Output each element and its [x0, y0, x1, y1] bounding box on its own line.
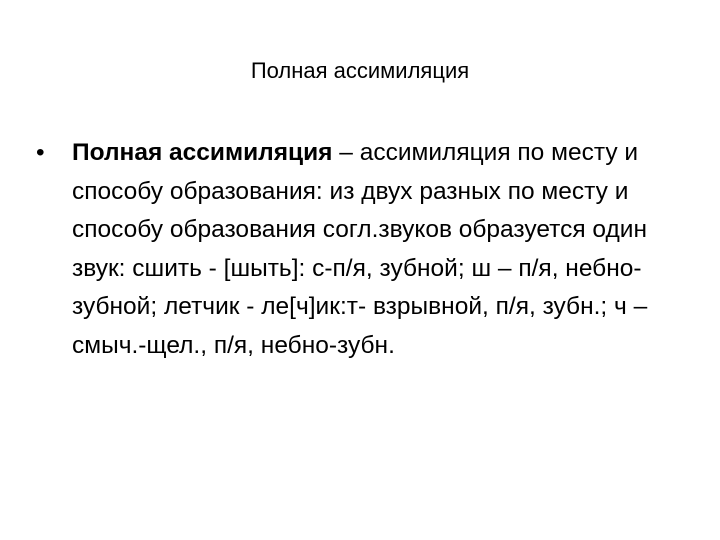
bullet-list — [36, 134, 676, 366]
bullet-marker-icon: • — [36, 139, 45, 166]
bullet-text: – ассимиляция по месту и способу образования: из двух разных по месту и способу образования согл.звуков образуется один звук: сшить - [шыть]: с-п/я, зубной; ш – п/я, небно-зубной; летчик - ле[ч]ик:т- взрывной, п/я, зубн.; ч – смыч.-щел., п/я, небно-зубн. — [72, 139, 648, 359]
slide-title: Полная ассимиляция — [250, 58, 470, 83]
bullet-item — [36, 134, 676, 366]
bullet-term: Полная ассимиляция — [72, 139, 333, 166]
